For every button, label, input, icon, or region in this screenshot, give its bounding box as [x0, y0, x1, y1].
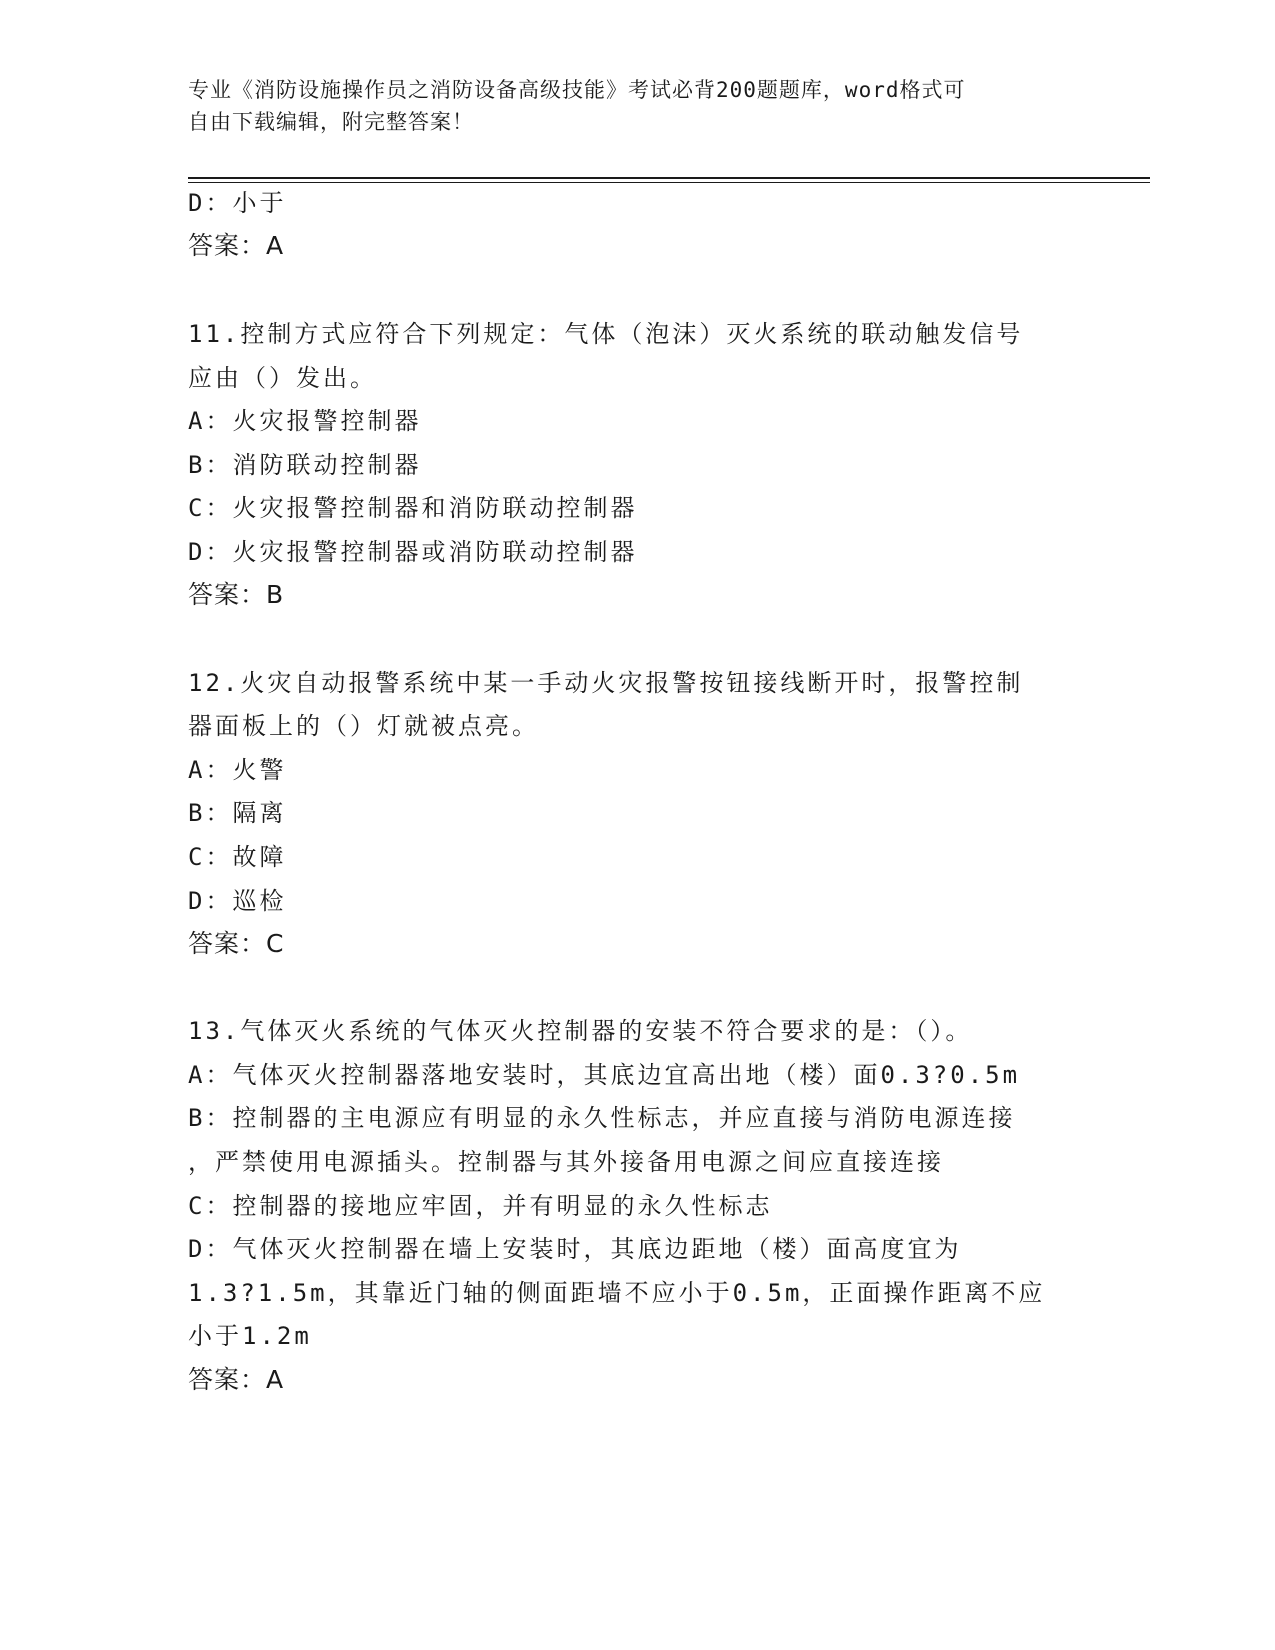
- q13-answer: 答案：A: [188, 1365, 285, 1394]
- q13-option-a: A：气体灭火控制器落地安装时，其底边宜高出地（楼）面0.3?0.5m: [188, 1061, 1021, 1089]
- q13-option-c: C：控制器的接地应牢固，并有明显的永久性标志: [188, 1192, 773, 1220]
- q12-stem-line-1: 12.火灾自动报警系统中某一手动火灾报警按钮接线断开时，报警控制: [188, 669, 1024, 697]
- q12-answer: 答案：C: [188, 929, 285, 958]
- q11-answer: 答案：B: [188, 580, 285, 609]
- q11-stem-line-2: 应由（）发出。: [188, 364, 377, 392]
- q11-stem-line-1: 11.控制方式应符合下列规定：气体（泡沫）灭火系统的联动触发信号: [188, 320, 1024, 348]
- q12-option-d: D：巡检: [188, 887, 287, 915]
- header-rule-thin: [188, 182, 1150, 183]
- q13-option-b-line-2: ，严禁使用电源插头。控制器与其外接备用电源之间应直接连接: [188, 1148, 944, 1176]
- prev-answer: 答案：A: [188, 231, 285, 260]
- q13-option-b-line-1: B：控制器的主电源应有明显的永久性标志，并应直接与消防电源连接: [188, 1104, 1016, 1132]
- q13-option-d-line-1: D：气体灭火控制器在墙上安装时，其底边距地（楼）面高度宜为: [188, 1235, 962, 1263]
- q12-stem-line-2: 器面板上的（）灯就被点亮。: [188, 712, 539, 740]
- q13-option-d-line-2: 1.3?1.5m，其靠近门轴的侧面距墙不应小于0.5m，正面操作距离不应: [188, 1279, 1046, 1307]
- document-header: [188, 74, 1068, 138]
- prev-option-d: D：小于: [188, 189, 287, 217]
- q11-option-b: B：消防联动控制器: [188, 451, 422, 479]
- header-line-1: 专业《消防设施操作员之消防设备高级技能》考试必背200题题库，word格式可: [188, 78, 966, 102]
- q12-option-c: C：故障: [188, 843, 287, 871]
- q11-option-d: D：火灾报警控制器或消防联动控制器: [188, 538, 638, 566]
- header-line-2: 自由下载编辑，附完整答案！: [188, 110, 474, 134]
- q13-stem: 13.气体灭火系统的气体灭火控制器的安装不符合要求的是：（）。: [188, 1017, 973, 1045]
- q12-option-a: A：火警: [188, 756, 287, 784]
- q11-option-c: C：火灾报警控制器和消防联动控制器: [188, 494, 638, 522]
- q11-option-a: A：火灾报警控制器: [188, 407, 422, 435]
- q13-option-d-line-3: 小于1.2m: [188, 1322, 312, 1350]
- header-rule-thick: [188, 177, 1150, 179]
- q12-option-b: B：隔离: [188, 799, 287, 827]
